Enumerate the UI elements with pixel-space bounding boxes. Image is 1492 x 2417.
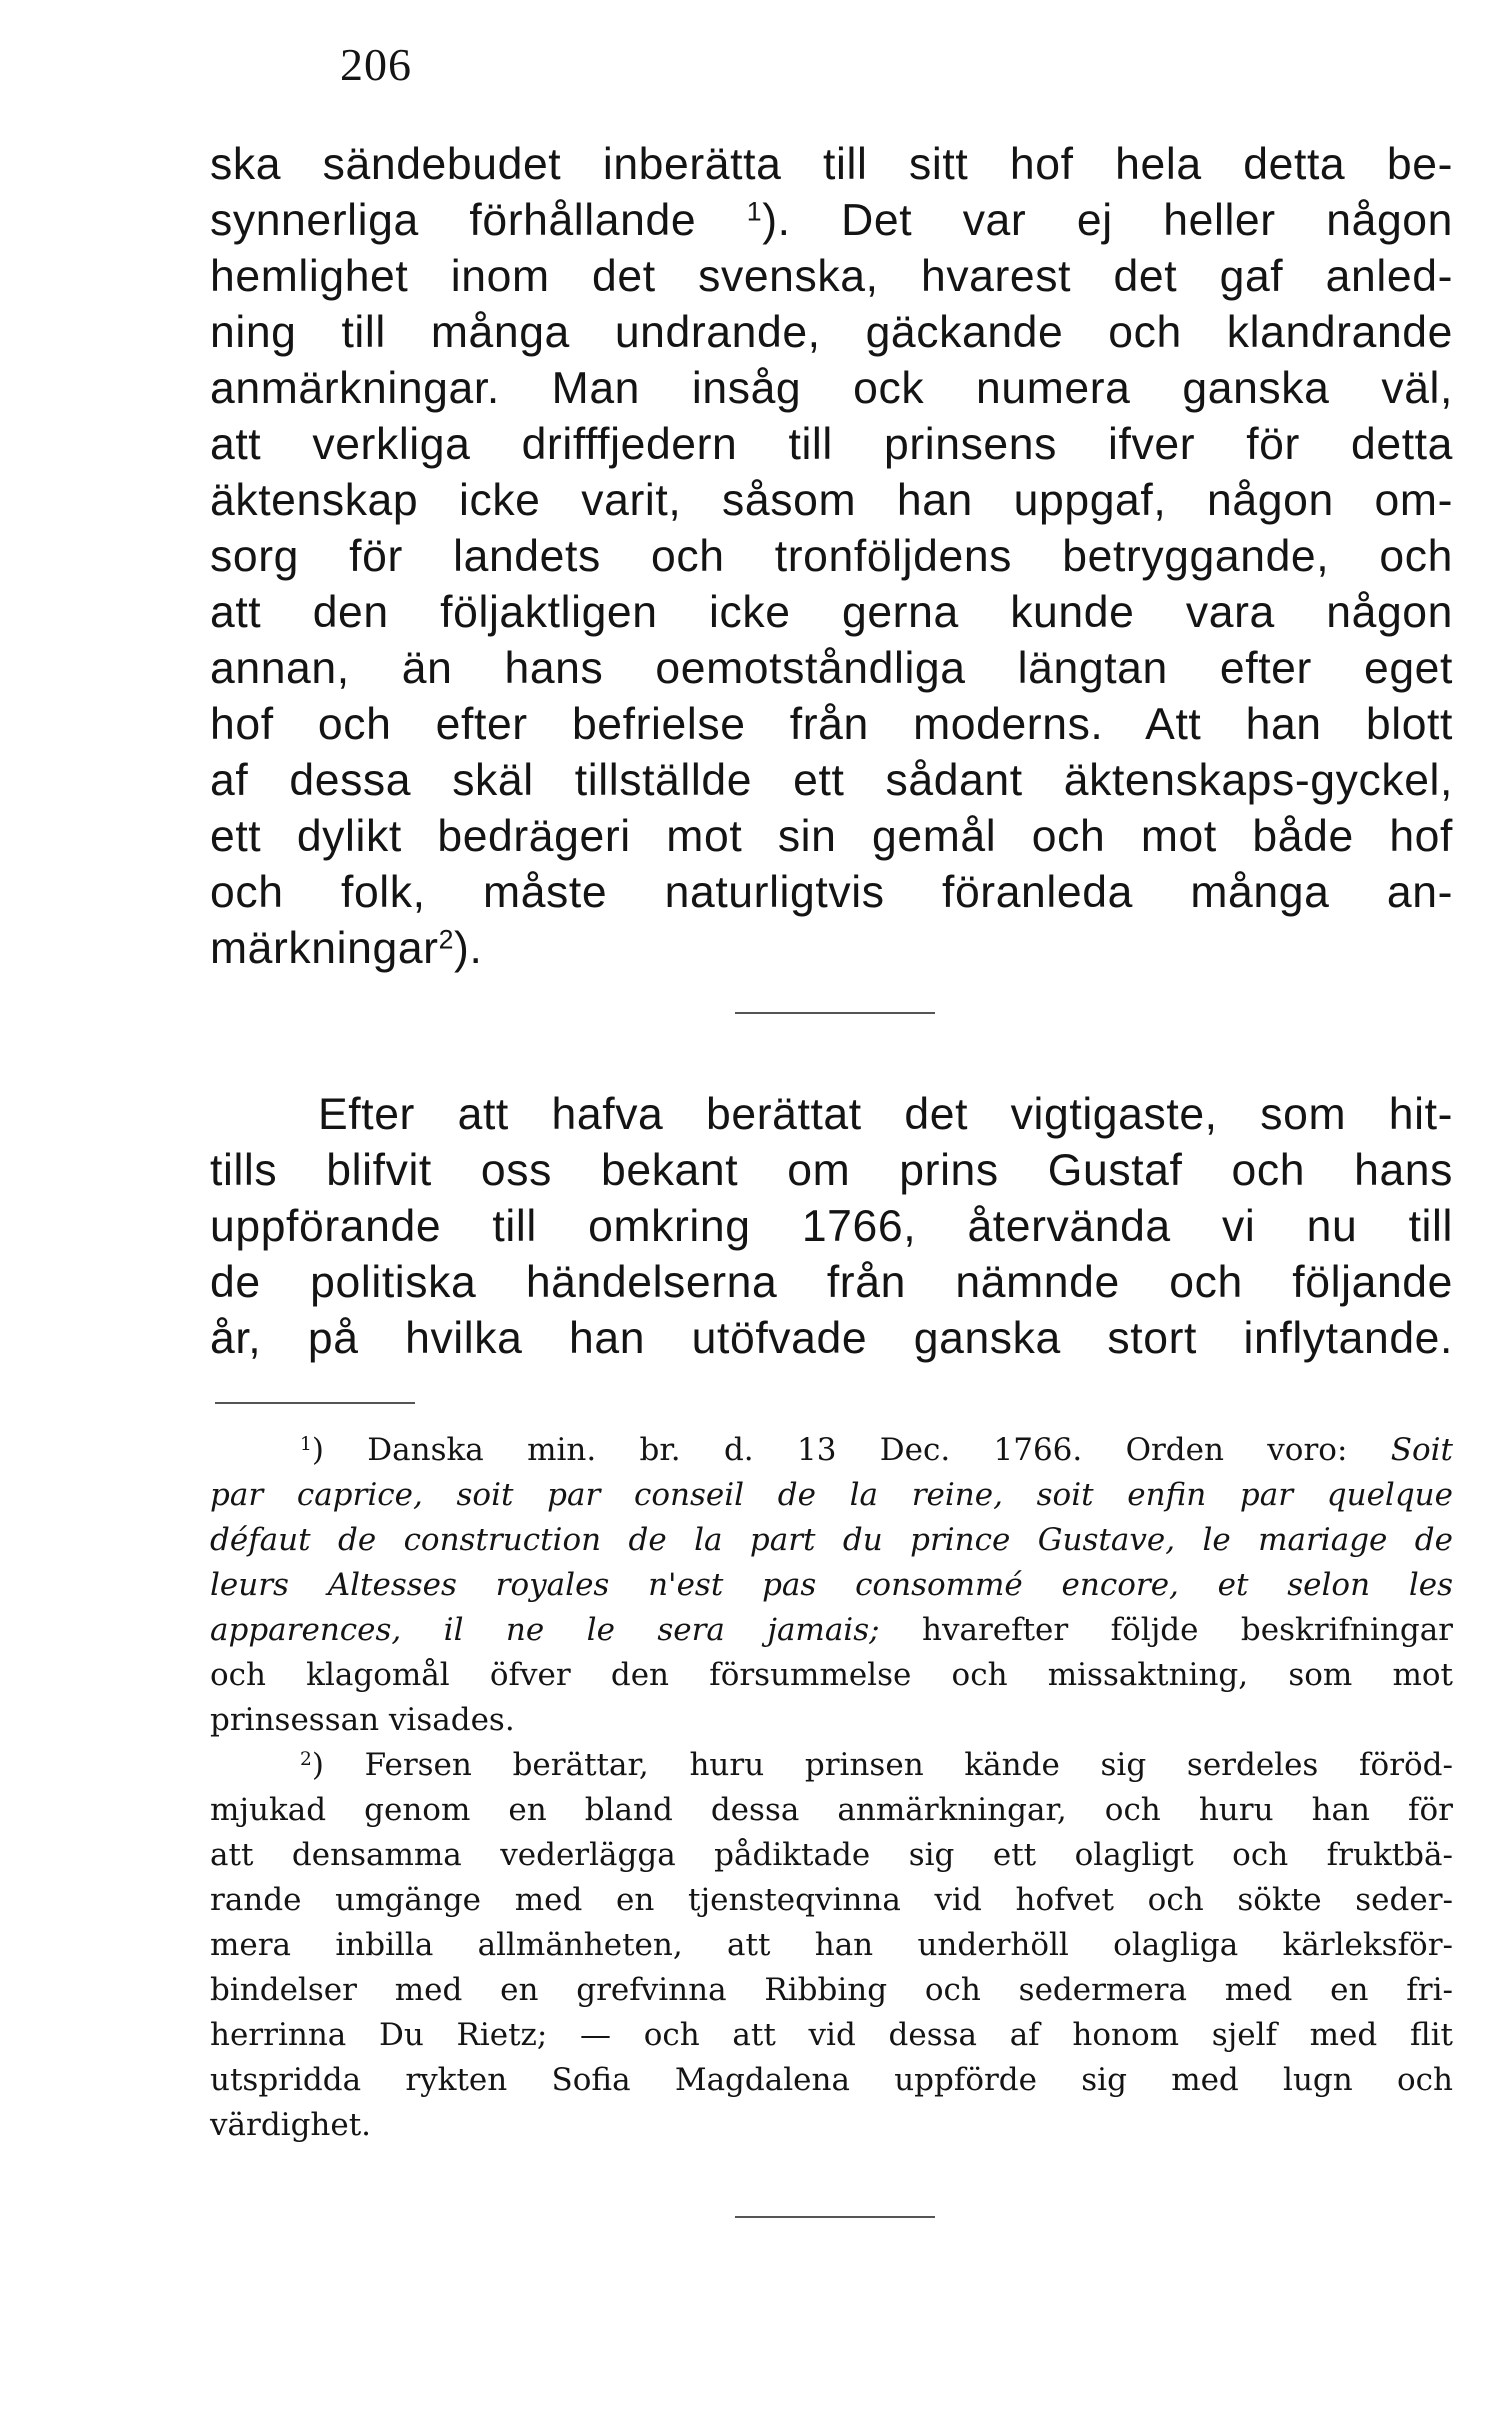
- footnote-2-line: mera inbilla allmänheten, att han underhöll olagliga kärleksför-: [210, 1927, 1453, 1963]
- text-line: synnerliga förhållande $^1$). Det var ej heller någon: [210, 196, 1453, 245]
- footnote-2-line: $^2$) Fersen berättar, huru prinsen kände sig serdeles föröd-: [300, 1747, 1453, 1783]
- footnote-1-line: défaut de construction de la part du prince Gustave, le mariage de: [210, 1522, 1453, 1558]
- text-line: anmärkningar. Man insåg ock numera ganska väl,: [210, 364, 1453, 413]
- text-line: hof och efter befrielse från moderns. Att han blott: [210, 700, 1453, 749]
- section-divider: [735, 1012, 935, 1014]
- text-line: Efter att hafva berättat det vigtigaste, som hit-: [318, 1090, 1453, 1139]
- text-line: uppförande till omkring 1766, återvända vi nu till: [210, 1202, 1453, 1251]
- text-line: ska sändebudet inberätta till sitt hof hela detta be-: [210, 140, 1453, 189]
- footnote-marker-1: 1: [300, 1433, 312, 1455]
- text-line: tills blifvit oss bekant om prins Gustaf och hans: [210, 1146, 1453, 1195]
- footnote-2-line: herrinna Du Rietz; — och att vid dessa af honom sjelf med flit: [210, 2017, 1453, 2053]
- footnote-2-line: bindelser med en grefvinna Ribbing och sedermera med en fri-: [210, 1972, 1453, 2008]
- text-line: att verkliga drifffjedern till prinsens ifver för detta: [210, 420, 1453, 469]
- footnote-2-line: rande umgänge med en tjensteqvinna vid hofvet och sökte seder-: [210, 1882, 1453, 1918]
- footnote-2-line: värdighet.: [210, 2107, 372, 2143]
- footnote-1-line: leurs Altesses royales n'est pas consommé encore, et selon les: [210, 1567, 1453, 1603]
- text-line: sorg för landets och tronföljdens betryggande, och: [210, 532, 1453, 581]
- footnote-1-line: prinsessan visades.: [210, 1702, 515, 1738]
- footnote-2-line: att densamma vederlägga pådiktade sig ett olagligt och fruktbä-: [210, 1837, 1453, 1873]
- footnote-separator: [215, 1402, 415, 1404]
- page-end-rule: [735, 2216, 935, 2218]
- text-line: äktenskap icke varit, såsom han uppgaf, någon om-: [210, 476, 1453, 525]
- footnote-ref-2: 2: [438, 924, 455, 955]
- text-line: af dessa skäl tillställde ett sådant äktenskaps-gyckel,: [210, 756, 1453, 805]
- footnote-1-line: apparences, il ne le sera jamais; hvarefter följde beskrifningar: [210, 1612, 1454, 1648]
- text-line: annan, än hans oemotståndliga längtan efter eget: [210, 644, 1453, 693]
- text-line: de politiska händelserna från nämnde och följande: [210, 1258, 1453, 1307]
- footnote-ref-1: 1: [746, 196, 763, 227]
- footnote-1-line: $^1$) Danska min. br. d. 13 Dec. 1766. Orden voro: Soit: [300, 1432, 1453, 1468]
- footnote-2-line: utspridda rykten Sofia Magdalena uppförde sig med lugn och: [210, 2062, 1453, 2098]
- footnote-1-line: par caprice, soit par conseil de la reine, soit enfin par quelque: [210, 1477, 1453, 1513]
- text-line: år, på hvilka han utöfvade ganska stort inflytande.: [210, 1314, 1453, 1363]
- footnote-2-line: mjukad genom en bland dessa anmärkningar, och huru han för: [210, 1792, 1453, 1828]
- text-line: att den följaktligen icke gerna kunde vara någon: [210, 588, 1453, 637]
- footnote-1-line: och klagomål öfver den försummelse och missaktning, som mot: [210, 1657, 1453, 1693]
- page-number: 206: [340, 39, 412, 90]
- text-line: ett dylikt bedrägeri mot sin gemål och mot både hof: [210, 812, 1453, 861]
- text-line: hemlighet inom det svenska, hvarest det gaf anled-: [210, 252, 1453, 301]
- text-line: märkningar$^2$).: [210, 924, 483, 973]
- footnote-marker-2: 2: [300, 1748, 312, 1770]
- text-line: och folk, måste naturligtvis föranleda många an-: [210, 868, 1453, 917]
- text-line: ning till många undrande, gäckande och klandrande: [210, 308, 1453, 357]
